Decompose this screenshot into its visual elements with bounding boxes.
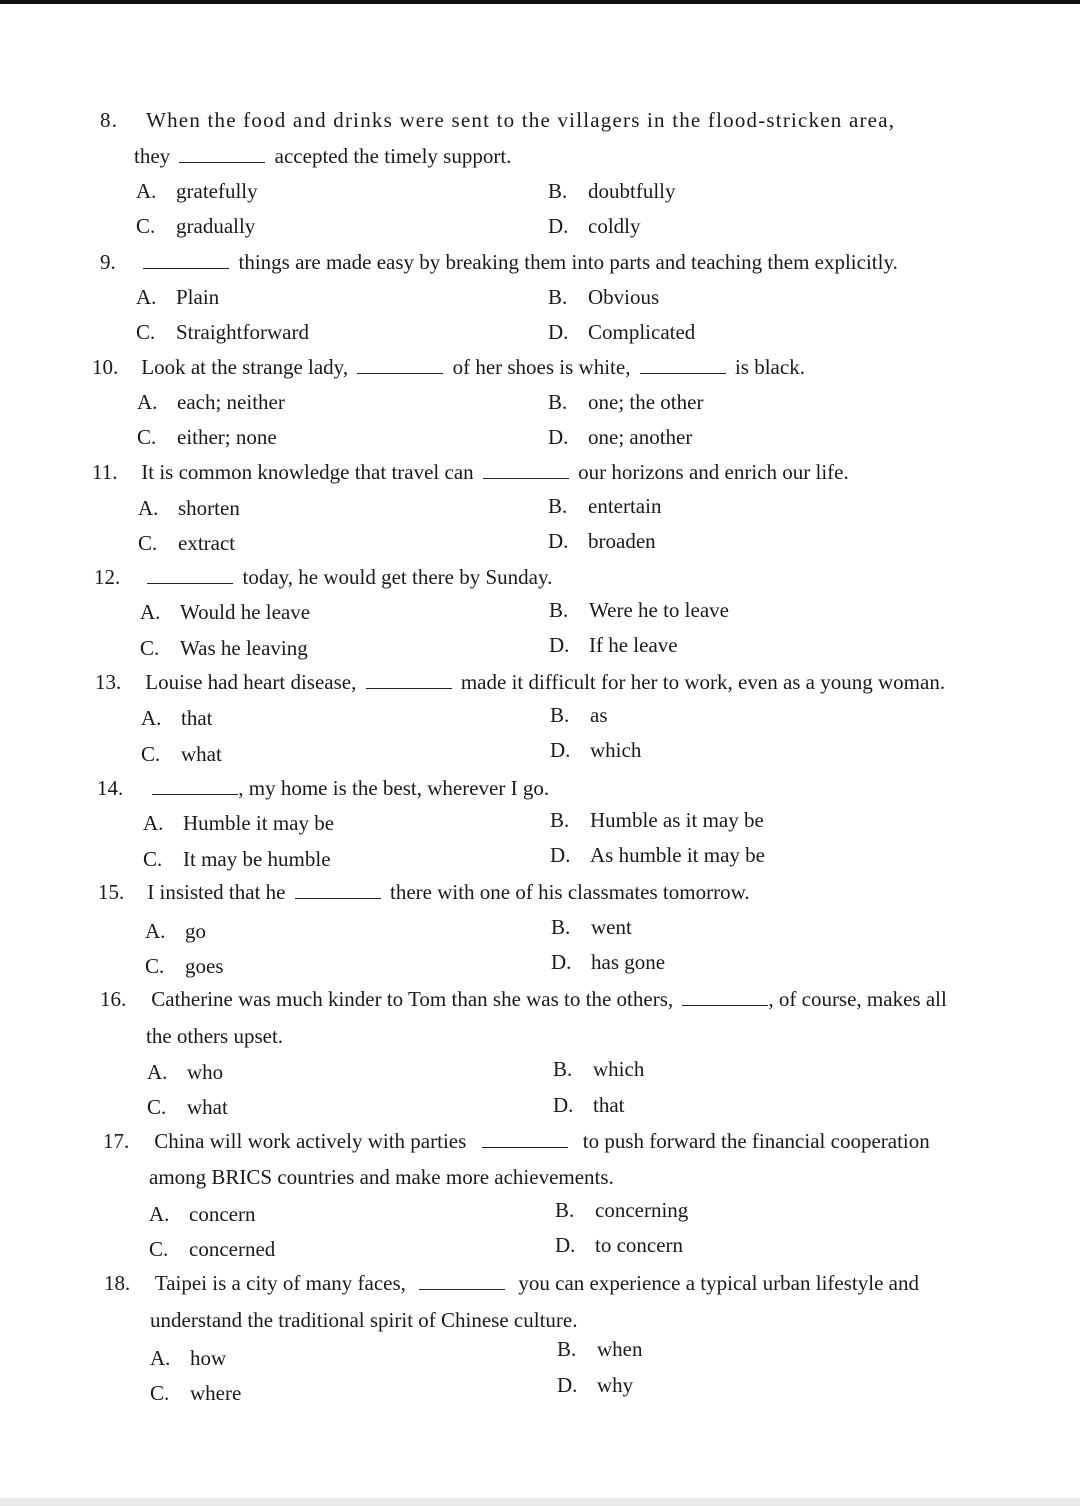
option-letter: B. [557,1337,577,1361]
answer-blank [143,250,229,269]
stem-text: among BRICS countries and make more achievements. [149,1165,614,1189]
option-text: extract [178,531,236,555]
answer-blank [640,355,726,374]
answer-blank [483,460,569,479]
option-b [548,279,659,315]
option-text: gratefully [176,179,258,203]
question-8-line2 [134,138,511,174]
option-a [150,1340,226,1376]
option-d [548,208,641,244]
question-16-line2 [146,1018,283,1054]
question-13 [95,664,945,700]
option-letter: D. [551,950,572,974]
question-stem: our horizons and enrich our life. [578,460,849,484]
option-letter: A. [138,496,159,520]
option-text: Humble it may be [183,811,335,835]
option-letter: B. [548,285,568,309]
option-letter: A. [147,1060,168,1084]
question-stem: is black. [734,355,805,379]
question-stem: Taipei is a city of many faces, [154,1271,406,1295]
option-text: has gone [591,950,666,974]
stem-text: accepted the timely support. [274,144,512,168]
option-text: gradually [176,214,256,238]
option-d [549,627,678,663]
question-8 [100,102,895,138]
question-stem: of her shoes is white, [452,355,631,379]
question-number: 9. [100,250,116,274]
stem-text: understand the traditional spirit of Chinese culture. [150,1308,578,1332]
option-b [548,384,703,420]
option-d [550,837,765,873]
question-number: 13. [95,670,122,694]
option-text: one; the other [588,390,704,414]
option-b [548,173,676,209]
option-text: go [185,919,206,943]
option-text: where [190,1381,242,1405]
option-text: shorten [178,496,240,520]
option-d [548,419,692,455]
option-text: Plain [176,285,220,309]
question-number: 14. [97,776,124,800]
option-text: each; neither [177,390,285,414]
option-c [145,948,224,984]
option-text: As humble it may be [590,843,765,867]
option-text: as [590,703,608,727]
option-letter: B. [550,703,570,727]
option-c [149,1231,275,1267]
option-text: entertain [588,494,662,518]
question-number: 8. [100,108,119,132]
option-b [553,1051,644,1087]
stem-text: they [134,144,171,168]
option-a [137,384,285,420]
option-letter: A. [149,1202,170,1226]
option-text: concern [189,1202,256,1226]
option-a [138,490,240,526]
option-b [549,592,729,628]
option-letter: A. [137,390,158,414]
option-text: Complicated [588,320,696,344]
option-letter: B. [549,598,569,622]
option-letter: C. [143,847,163,871]
question-15 [98,874,750,910]
answer-blank [366,670,452,689]
option-letter: D. [553,1093,574,1117]
option-text: to concern [595,1233,684,1257]
question-stem: I insisted that he [147,880,286,904]
option-letter: B. [548,494,568,518]
option-c [141,736,222,772]
option-d [557,1367,633,1403]
question-stem: Catherine was much kinder to Tom than she was to the others, [151,987,674,1011]
option-d [548,314,695,350]
option-d [551,944,665,980]
question-stem: things are made easy by breaking them into parts and teaching them explicitly. [238,250,898,274]
option-text: that [181,706,213,730]
question-stem: you can experience a typical urban lifestyle and [518,1271,919,1295]
answer-blank [152,776,238,795]
option-text: one; another [588,425,693,449]
question-stem: to push forward the financial cooperation [582,1129,930,1153]
question-number: 17. [103,1129,130,1153]
answer-blank [357,355,443,374]
question-number: 16. [100,987,127,1011]
option-b [551,909,632,945]
question-stem: It is common knowledge that travel can [141,460,474,484]
option-letter: A. [141,706,162,730]
option-letter: A. [136,285,157,309]
option-c [150,1375,241,1411]
question-stem: Look at the strange lady, [141,355,349,379]
question-stem: today, he would get there by Sunday. [242,565,553,589]
option-a [149,1196,255,1232]
option-letter: B. [553,1057,573,1081]
option-text: why [597,1373,634,1397]
option-letter: C. [138,531,158,555]
option-letter: A. [143,811,164,835]
option-letter: B. [555,1198,575,1222]
question-16 [100,981,947,1017]
option-letter: C. [141,742,161,766]
option-letter: D. [548,529,569,553]
option-text: Straightforward [176,320,309,344]
question-11 [92,454,849,490]
question-number: 18. [104,1271,131,1295]
option-letter: D. [548,214,569,238]
question-stem: , my home is the best, wherever I go. [238,776,550,800]
option-text: either; none [177,425,277,449]
option-letter: B. [548,179,568,203]
option-letter: C. [145,954,165,978]
option-letter: B. [550,808,570,832]
option-text: It may be humble [183,847,331,871]
stem-text: the others upset. [146,1024,284,1048]
question-stem: Louise had heart disease, [145,670,357,694]
option-d [550,732,641,768]
question-17-line2 [149,1159,614,1195]
question-number: 12. [94,565,121,589]
option-d [548,523,656,559]
option-c [143,841,331,877]
option-d [553,1087,625,1123]
option-letter: D. [548,320,569,344]
option-a [141,700,213,736]
option-a [145,913,206,949]
option-a [136,173,258,209]
question-17 [103,1123,930,1159]
question-18 [104,1265,919,1301]
question-14 [97,770,549,806]
option-text: which [593,1057,645,1081]
option-text: concerned [189,1237,276,1261]
option-a [147,1054,223,1090]
option-text: goes [185,954,224,978]
option-letter: D. [550,738,571,762]
option-text: broaden [588,529,656,553]
option-b [550,697,608,733]
option-a [140,594,310,630]
option-text: that [593,1093,625,1117]
question-number: 11. [92,460,118,484]
option-text: concerning [595,1198,689,1222]
answer-blank [482,1129,568,1148]
option-letter: A. [150,1346,171,1370]
option-b [557,1331,643,1367]
option-letter: C. [137,425,157,449]
option-text: what [181,742,222,766]
option-text: how [190,1346,227,1370]
option-c [137,419,277,455]
question-number: 10. [92,355,119,379]
option-text: when [597,1337,643,1361]
option-text: which [590,738,642,762]
option-letter: C. [140,636,160,660]
option-letter: C. [136,214,156,238]
option-c [136,314,309,350]
question-stem: China will work actively with parties [154,1129,467,1153]
question-stem: When the food and drinks were sent to the villagers in the flood-stricken area, [146,108,896,132]
answer-blank [419,1271,505,1290]
option-a [136,279,219,315]
option-b [548,488,661,524]
question-18-line2 [150,1302,577,1338]
option-letter: A. [145,919,166,943]
option-letter: C. [147,1095,167,1119]
option-text: Obvious [588,285,660,309]
option-letter: C. [150,1381,170,1405]
question-12 [94,559,552,595]
option-letter: A. [140,600,161,624]
option-text: Were he to leave [589,598,729,622]
question-stem: , of course, makes all [768,987,947,1011]
option-text: doubtfully [588,179,676,203]
option-a [143,805,334,841]
option-letter: B. [551,915,571,939]
question-10 [92,349,805,385]
option-letter: D. [548,425,569,449]
option-text: If he leave [589,633,678,657]
option-letter: D. [549,633,570,657]
option-text: coldly [588,214,641,238]
answer-blank [147,565,233,584]
option-text: went [591,915,632,939]
option-c [140,630,308,666]
option-text: Humble as it may be [590,808,764,832]
question-number: 15. [98,880,125,904]
option-text: what [187,1095,228,1119]
option-c [138,525,235,561]
option-d [555,1227,683,1263]
option-c [136,208,255,244]
question-9 [100,244,898,280]
bottom-border [0,1498,1080,1506]
option-letter: C. [136,320,156,344]
option-letter: B. [548,390,568,414]
answer-blank [179,144,265,163]
option-text: who [187,1060,224,1084]
question-stem: made it difficult for her to work, even as a young woman. [460,670,946,694]
question-stem: there with one of his classmates tomorrow. [389,880,750,904]
option-b [555,1192,688,1228]
option-letter: D. [550,843,571,867]
option-text: Would he leave [180,600,311,624]
option-letter: C. [149,1237,169,1261]
option-letter: A. [136,179,157,203]
answer-blank [295,880,381,899]
option-letter: D. [557,1373,578,1397]
option-text: Was he leaving [180,636,308,660]
answer-blank [682,987,768,1006]
option-c [147,1089,228,1125]
option-b [550,802,764,838]
option-letter: D. [555,1233,576,1257]
